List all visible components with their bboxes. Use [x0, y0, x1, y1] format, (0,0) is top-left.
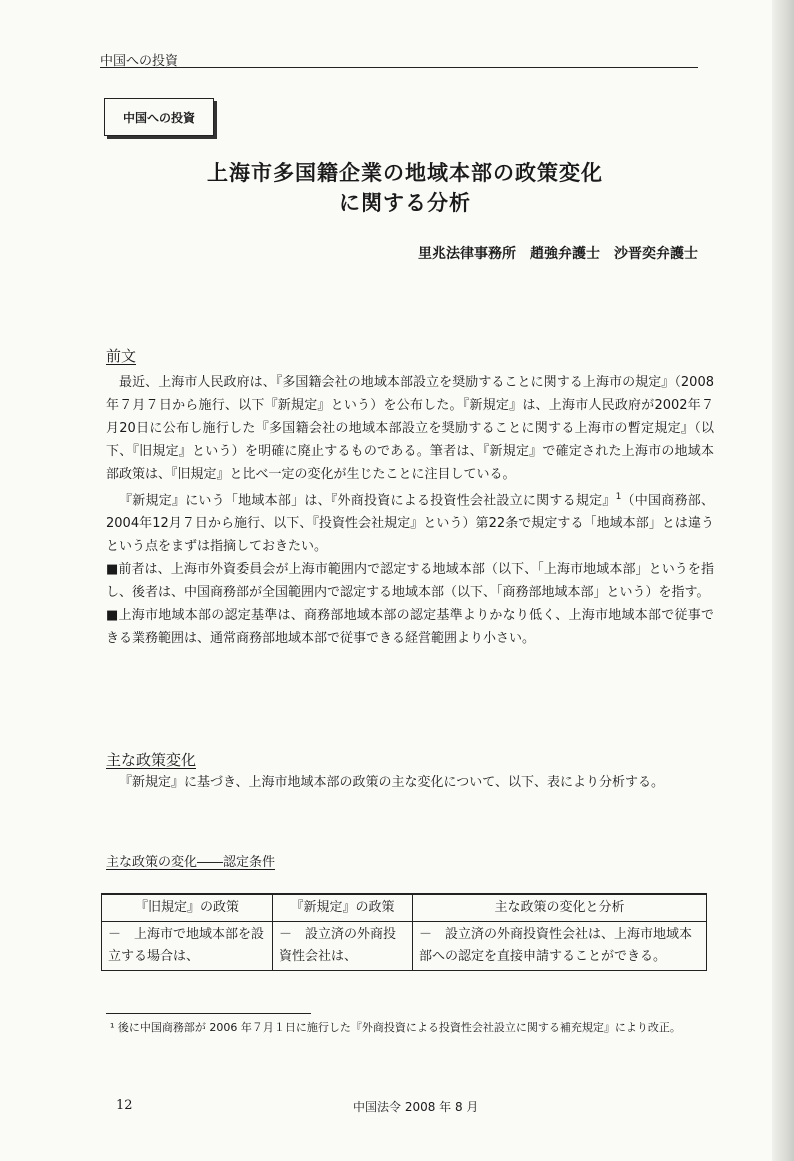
footnote-ref: 1 [615, 492, 622, 502]
preface-p2-text-b: （中国商務部、2004年12月７日から施行、以下、『投資性会社規定』という）第22条で規定する「地域本部」とは違うという点をまずは指摘しておきたい。 [106, 493, 714, 555]
author-line: 里兆法律事務所 趙強弁護士 沙晋奕弁護士 [418, 246, 698, 262]
preface-bullet-2: ■上海市地域本部の認定基準は、商務部地域本部の認定基準よりかなり低く、上海市地域本部で従事できる業務範囲は、通常商務部地域本部で従事できる経営範囲より小さい。 [106, 608, 714, 647]
footnote: ¹ 後に中国商務部が 2006 年７月１日に施行した『外商投資による投資性会社設立に関する補充規定』により改正。 [110, 1021, 681, 1034]
page-edge-shadow [772, 0, 794, 1161]
preface-bullet-1: ■前者は、上海市外資委員会が上海市範囲内で認定する地域本部（以下、「上海市地域本部」というを指し、後者は、中国商務部が全国範囲内で認定する地域本部（以下、「商務部地域本部」という）を指す。 [106, 562, 714, 601]
table-header-row [102, 894, 707, 922]
page-number: 12 [116, 1098, 133, 1113]
main-changes-paragraph: 『新規定』に基づき、上海市地域本部の政策の主な変化について、以下、表により分析する。 [119, 775, 664, 790]
article-title [100, 158, 710, 218]
journal-footer: 中国法令 2008 年 8 月 [353, 1100, 479, 1114]
footnote-rule [106, 1013, 311, 1014]
table-row [102, 922, 707, 971]
table-cell-new: － 設立済の外商投資性会社は、 [273, 922, 413, 971]
preface-p2-text-a: 『新規定』にいう「地域本部」は、『外商投資による投資性会社設立に関する規定』 [119, 493, 616, 509]
table-header-old: 『旧規定』の政策 [102, 894, 273, 922]
main-changes-body [106, 771, 714, 794]
running-header: 中国への投資 [100, 54, 179, 69]
table-header-analysis: 主な政策の変化と分析 [413, 894, 707, 922]
preface-paragraph-1: 最近、上海市人民政府は、『多国籍会社の地域本部設立を奨励することに関する上海市の規定』（2008年７月７日から施行、以下『新規定』という）を公布した。『新規定』は、上海市人民政府が2002年７月20日に公布し施行した『多国籍会社の地域本部設立を奨励することに関する上海市の暫定規定』（以下、『旧規定』という）を明確に廃止するものである。筆者は、『新規定』で確定された上海市の地域本部政策は、『旧規定』と比べ一定の変化が生じたことに注目している。 [106, 375, 714, 482]
title-line-1: 上海市多国籍企業の地域本部の政策変化 [207, 161, 603, 185]
title-line-2: に関する分析 [339, 191, 471, 215]
table-caption: 主な政策の変化――認定条件 [106, 855, 276, 870]
header-rule [100, 67, 698, 68]
preface-paragraph-2 [106, 486, 714, 558]
section-tag: 中国への投資 [104, 98, 214, 136]
main-changes-heading: 主な政策変化 [106, 751, 197, 769]
table-cell-analysis: － 設立済の外商投資性会社は、上海市地域本部への認定を直接申請することができる。 [413, 922, 707, 971]
table-header-new: 『新規定』の政策 [273, 894, 413, 922]
policy-change-table [101, 893, 707, 971]
table-cell-old: － 上海市で地域本部を設立する場合は、 [102, 922, 273, 971]
preface-body [106, 371, 714, 650]
preface-heading: 前文 [106, 347, 137, 365]
